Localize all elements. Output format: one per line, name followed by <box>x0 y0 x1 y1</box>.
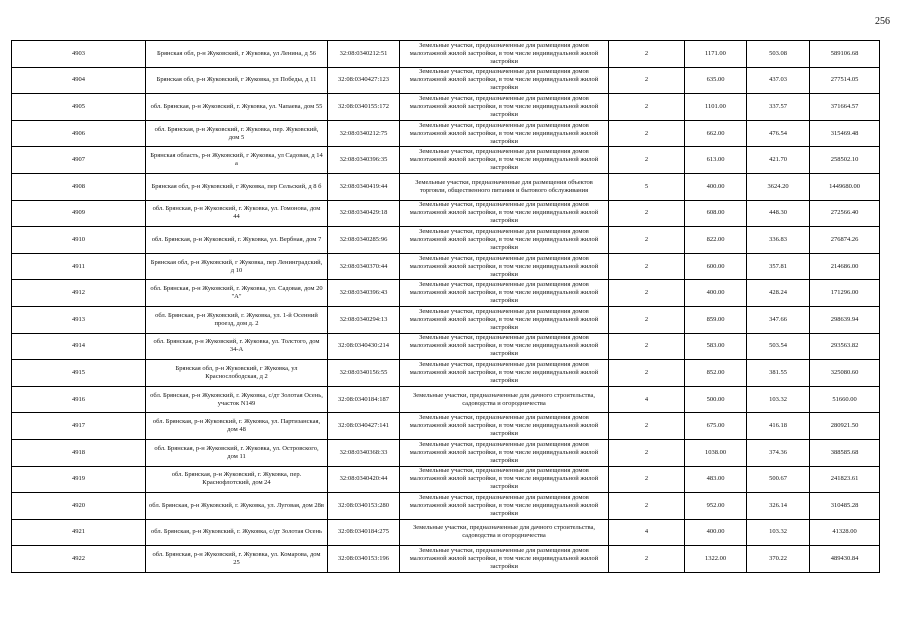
area-cell: 400.00 <box>685 280 747 307</box>
land-use-cell: Земельные участки, предназначенные для размещения домов малоэтажной жилой застройки, в том числе индивидуальной жилой застройки <box>400 466 609 493</box>
cadastral-value-cell: 388585.68 <box>810 439 880 466</box>
land-use-cell: Земельные участки, предназначенные для размещения домов малоэтажной жилой застройки, в том числе индивидуальной жилой застройки <box>400 41 609 68</box>
group-cell: 4 <box>609 519 685 546</box>
table-row <box>12 253 880 280</box>
address-cell: обл. Брянская, р-н Жуковский, г. Жуковка, ул. Гомонова, дом 44 <box>146 200 328 227</box>
rate-cell: 503.08 <box>747 41 810 68</box>
land-use-cell: Земельные участки, предназначенные для размещения домов малоэтажной жилой застройки, в том числе индивидуальной жилой застройки <box>400 546 609 573</box>
address-cell: Брянская обл, р-н Жуковский, г Жуковка, пер Сельский, д 8 б <box>146 173 328 200</box>
table-row <box>12 227 880 254</box>
cadastral-number-cell: 32:08:0340420:44 <box>328 466 400 493</box>
land-use-cell: Земельные участки, предназначенные для размещения домов малоэтажной жилой застройки, в том числе индивидуальной жилой застройки <box>400 493 609 520</box>
group-cell: 2 <box>609 147 685 174</box>
table-row <box>12 41 880 68</box>
land-use-cell: Земельные участки, предназначенные для размещения домов малоэтажной жилой застройки, в том числе индивидуальной жилой застройки <box>400 413 609 440</box>
group-cell: 2 <box>609 439 685 466</box>
cadastral-value-cell: 325080.60 <box>810 360 880 387</box>
land-use-cell: Земельные участки, предназначенные для размещения домов малоэтажной жилой застройки, в том числе индивидуальной жилой застройки <box>400 253 609 280</box>
rate-cell: 500.67 <box>747 466 810 493</box>
cadastral-number-cell: 32:08:0340155:172 <box>328 94 400 121</box>
land-use-cell: Земельные участки, предназначенные для размещения домов малоэтажной жилой застройки, в том числе индивидуальной жилой застройки <box>400 227 609 254</box>
address-cell: обл. Брянская, р-н Жуковский, г. Жуковка, ул. 1-й Осенний проезд, дом д. 2 <box>146 306 328 333</box>
rate-cell: 336.83 <box>747 227 810 254</box>
land-use-cell: Земельные участки, предназначенные для размещения объектов торговли, общественного питания и бытового обслуживания <box>400 173 609 200</box>
address-cell: обл. Брянская, р-н Жуковский, г. Жуковка, с/дт Золотая Осень, участок N149 <box>146 386 328 413</box>
cadastral-value-cell: 298639.94 <box>810 306 880 333</box>
address-cell: Брянская обл, р-н Жуковский, г Жуковка, ул Победы, д 11 <box>146 67 328 94</box>
rate-cell: 103.32 <box>747 386 810 413</box>
table-row <box>12 200 880 227</box>
address-cell: Брянская обл, р-н Жуковский, г Жуковка, пер Ленинградский, д 10 <box>146 253 328 280</box>
land-register-table <box>11 40 880 573</box>
cadastral-number-cell: 32:08:0340368:33 <box>328 439 400 466</box>
cadastral-value-cell: 1449680.00 <box>810 173 880 200</box>
table-row <box>12 147 880 174</box>
group-cell: 5 <box>609 173 685 200</box>
address-cell: Брянская область, р-н Жуковский, г Жуковка, ул Садовая, д 14 а <box>146 147 328 174</box>
rate-cell: 416.18 <box>747 413 810 440</box>
cadastral-number-cell: 32:08:0340153:280 <box>328 493 400 520</box>
cadastral-value-cell: 277514.05 <box>810 67 880 94</box>
area-cell: 1322.00 <box>685 546 747 573</box>
land-use-cell: Земельные участки, предназначенные для размещения домов малоэтажной жилой застройки, в том числе индивидуальной жилой застройки <box>400 200 609 227</box>
address-cell: обл. Брянская, р-н Жуковский, г. Жуковка, ул. Чапаева, дом 55 <box>146 94 328 121</box>
area-cell: 583.00 <box>685 333 747 360</box>
row-number: 4919 <box>12 466 146 493</box>
rate-cell: 357.81 <box>747 253 810 280</box>
group-cell: 2 <box>609 227 685 254</box>
rate-cell: 374.36 <box>747 439 810 466</box>
land-use-cell: Земельные участки, предназначенные для размещения домов малоэтажной жилой застройки, в том числе индивидуальной жилой застройки <box>400 333 609 360</box>
cadastral-value-cell: 241823.61 <box>810 466 880 493</box>
rate-cell: 428.24 <box>747 280 810 307</box>
table-row <box>12 466 880 493</box>
row-number: 4906 <box>12 120 146 147</box>
area-cell: 400.00 <box>685 173 747 200</box>
group-cell: 2 <box>609 94 685 121</box>
row-number: 4905 <box>12 94 146 121</box>
row-number: 4918 <box>12 439 146 466</box>
row-number: 4915 <box>12 360 146 387</box>
group-cell: 2 <box>609 120 685 147</box>
cadastral-value-cell: 489430.84 <box>810 546 880 573</box>
row-number: 4908 <box>12 173 146 200</box>
address-cell: обл. Брянская, р-н Жуковский, г. Жуковка, ул. Островского, дом 11 <box>146 439 328 466</box>
rate-cell: 421.70 <box>747 147 810 174</box>
group-cell: 2 <box>609 67 685 94</box>
area-cell: 400.00 <box>685 519 747 546</box>
cadastral-number-cell: 32:08:0340427:141 <box>328 413 400 440</box>
cadastral-value-cell: 41328.00 <box>810 519 880 546</box>
land-use-cell: Земельные участки, предназначенные для размещения домов малоэтажной жилой застройки, в том числе индивидуальной жилой застройки <box>400 439 609 466</box>
area-cell: 1038.00 <box>685 439 747 466</box>
cadastral-number-cell: 32:08:0340396:43 <box>328 280 400 307</box>
cadastral-number-cell: 32:08:0340212:75 <box>328 120 400 147</box>
cadastral-number-cell: 32:08:0340396:35 <box>328 147 400 174</box>
land-use-cell: Земельные участки, предназначенные для размещения домов малоэтажной жилой застройки, в том числе индивидуальной жилой застройки <box>400 147 609 174</box>
row-number: 4913 <box>12 306 146 333</box>
address-cell: обл. Брянская, р-н Жуковский, г. Жуковка, пер. Жуковский, дом 5 <box>146 120 328 147</box>
area-cell: 822.00 <box>685 227 747 254</box>
land-use-cell: Земельные участки, предназначенные для размещения домов малоэтажной жилой застройки, в том числе индивидуальной жилой застройки <box>400 306 609 333</box>
rate-cell: 476.54 <box>747 120 810 147</box>
table-row <box>12 333 880 360</box>
cadastral-number-cell: 32:08:0340430:214 <box>328 333 400 360</box>
area-cell: 859.00 <box>685 306 747 333</box>
table-row <box>12 67 880 94</box>
rate-cell: 347.66 <box>747 306 810 333</box>
area-cell: 635.00 <box>685 67 747 94</box>
cadastral-number-cell: 32:08:0340184:275 <box>328 519 400 546</box>
cadastral-value-cell: 280921.50 <box>810 413 880 440</box>
address-cell: обл. Брянская, р-н Жуковский, г. Жуковка, ул. Садовая, дом 20 "А" <box>146 280 328 307</box>
group-cell: 2 <box>609 306 685 333</box>
cadastral-value-cell: 315469.48 <box>810 120 880 147</box>
group-cell: 2 <box>609 360 685 387</box>
address-cell: Брянская обл, р-н Жуковский, г Жуковка, ул Краснослободская, д 2 <box>146 360 328 387</box>
address-cell: обл. Брянская, р-н Жуковский, г. Жуковка, ул. Луговая, дом 28в <box>146 493 328 520</box>
address-cell: обл. Брянская, р-н Жуковский, г. Жуковка, ул. Партизанская, дом 48 <box>146 413 328 440</box>
cadastral-value-cell: 276874.26 <box>810 227 880 254</box>
area-cell: 483.00 <box>685 466 747 493</box>
cadastral-number-cell: 32:08:0340294:13 <box>328 306 400 333</box>
area-cell: 662.00 <box>685 120 747 147</box>
cadastral-number-cell: 32:08:0340285:96 <box>328 227 400 254</box>
cadastral-value-cell: 371664.57 <box>810 94 880 121</box>
area-cell: 852.00 <box>685 360 747 387</box>
row-number: 4920 <box>12 493 146 520</box>
rate-cell: 337.57 <box>747 94 810 121</box>
row-number: 4914 <box>12 333 146 360</box>
cadastral-value-cell: 293563.82 <box>810 333 880 360</box>
cadastral-value-cell: 272566.40 <box>810 200 880 227</box>
cadastral-number-cell: 32:08:0340212:51 <box>328 41 400 68</box>
land-use-cell: Земельные участки, предназначенные для размещения домов малоэтажной жилой застройки, в том числе индивидуальной жилой застройки <box>400 360 609 387</box>
rate-cell: 370.22 <box>747 546 810 573</box>
cadastral-number-cell: 32:08:0340153:196 <box>328 546 400 573</box>
cadastral-value-cell: 51660.00 <box>810 386 880 413</box>
cadastral-number-cell: 32:08:0340427:123 <box>328 67 400 94</box>
area-cell: 500.00 <box>685 386 747 413</box>
area-cell: 952.00 <box>685 493 747 520</box>
address-cell: обл. Брянская, р-н Жуковский, г. Жуковка, ул. Комарова, дом 25 <box>146 546 328 573</box>
table-row <box>12 386 880 413</box>
row-number: 4904 <box>12 67 146 94</box>
table-row <box>12 173 880 200</box>
address-cell: обл. Брянская, р-н Жуковский, г. Жуковка, с/дт Золотая Осень <box>146 519 328 546</box>
area-cell: 675.00 <box>685 413 747 440</box>
table-row <box>12 439 880 466</box>
address-cell: обл. Брянская, р-н Жуковский, г. Жуковка, ул. Вербная, дом 7 <box>146 227 328 254</box>
row-number: 4917 <box>12 413 146 440</box>
table-row <box>12 546 880 573</box>
row-number: 4909 <box>12 200 146 227</box>
group-cell: 2 <box>609 546 685 573</box>
rate-cell: 3624.20 <box>747 173 810 200</box>
cadastral-number-cell: 32:08:0340429:18 <box>328 200 400 227</box>
cadastral-number-cell: 32:08:0340156:55 <box>328 360 400 387</box>
group-cell: 2 <box>609 413 685 440</box>
area-cell: 1171.00 <box>685 41 747 68</box>
area-cell: 608.00 <box>685 200 747 227</box>
land-use-cell: Земельные участки, предназначенные для размещения домов малоэтажной жилой застройки, в том числе индивидуальной жилой застройки <box>400 120 609 147</box>
group-cell: 2 <box>609 253 685 280</box>
cadastral-number-cell: 32:08:0340419:44 <box>328 173 400 200</box>
row-number: 4912 <box>12 280 146 307</box>
table-row <box>12 280 880 307</box>
group-cell: 2 <box>609 466 685 493</box>
group-cell: 2 <box>609 200 685 227</box>
group-cell: 2 <box>609 280 685 307</box>
rate-cell: 448.30 <box>747 200 810 227</box>
land-use-cell: Земельные участки, предназначенные для дачного строительства, садоводства и огородничества <box>400 386 609 413</box>
land-use-cell: Земельные участки, предназначенные для размещения домов малоэтажной жилой застройки, в том числе индивидуальной жилой застройки <box>400 67 609 94</box>
table-row <box>12 493 880 520</box>
rate-cell: 437.03 <box>747 67 810 94</box>
land-use-cell: Земельные участки, предназначенные для размещения домов малоэтажной жилой застройки, в том числе индивидуальной жилой застройки <box>400 280 609 307</box>
area-cell: 613.00 <box>685 147 747 174</box>
group-cell: 2 <box>609 493 685 520</box>
rate-cell: 381.55 <box>747 360 810 387</box>
cadastral-value-cell: 310485.28 <box>810 493 880 520</box>
row-number: 4907 <box>12 147 146 174</box>
table-row <box>12 94 880 121</box>
rate-cell: 326.14 <box>747 493 810 520</box>
row-number: 4903 <box>12 41 146 68</box>
area-cell: 600.00 <box>685 253 747 280</box>
table-row <box>12 120 880 147</box>
cadastral-number-cell: 32:08:0340370:44 <box>328 253 400 280</box>
address-cell: обл. Брянская, р-н Жуковский, г. Жуковка, ул. Толстого, дом 34-А <box>146 333 328 360</box>
table-row <box>12 360 880 387</box>
row-number: 4911 <box>12 253 146 280</box>
cadastral-value-cell: 258502.10 <box>810 147 880 174</box>
address-cell: обл. Брянская, р-н Жуковский, г. Жуковка, пер. Краснофлотский, дом 24 <box>146 466 328 493</box>
table-row <box>12 519 880 546</box>
cadastral-number-cell: 32:08:0340184:187 <box>328 386 400 413</box>
row-number: 4916 <box>12 386 146 413</box>
table-body <box>12 41 880 573</box>
land-use-cell: Земельные участки, предназначенные для дачного строительства, садоводства и огородничества <box>400 519 609 546</box>
group-cell: 4 <box>609 386 685 413</box>
table-row <box>12 306 880 333</box>
row-number: 4921 <box>12 519 146 546</box>
address-cell: Брянская обл, р-н Жуковский, г Жуковка, ул Ленина, д 56 <box>146 41 328 68</box>
row-number: 4922 <box>12 546 146 573</box>
rate-cell: 503.54 <box>747 333 810 360</box>
rate-cell: 103.32 <box>747 519 810 546</box>
page-number: 256 <box>875 16 890 27</box>
table-row <box>12 413 880 440</box>
group-cell: 2 <box>609 41 685 68</box>
cadastral-value-cell: 589106.68 <box>810 41 880 68</box>
cadastral-value-cell: 214686.00 <box>810 253 880 280</box>
land-use-cell: Земельные участки, предназначенные для размещения домов малоэтажной жилой застройки, в том числе индивидуальной жилой застройки <box>400 94 609 121</box>
cadastral-value-cell: 171296.00 <box>810 280 880 307</box>
group-cell: 2 <box>609 333 685 360</box>
area-cell: 1101.00 <box>685 94 747 121</box>
row-number: 4910 <box>12 227 146 254</box>
